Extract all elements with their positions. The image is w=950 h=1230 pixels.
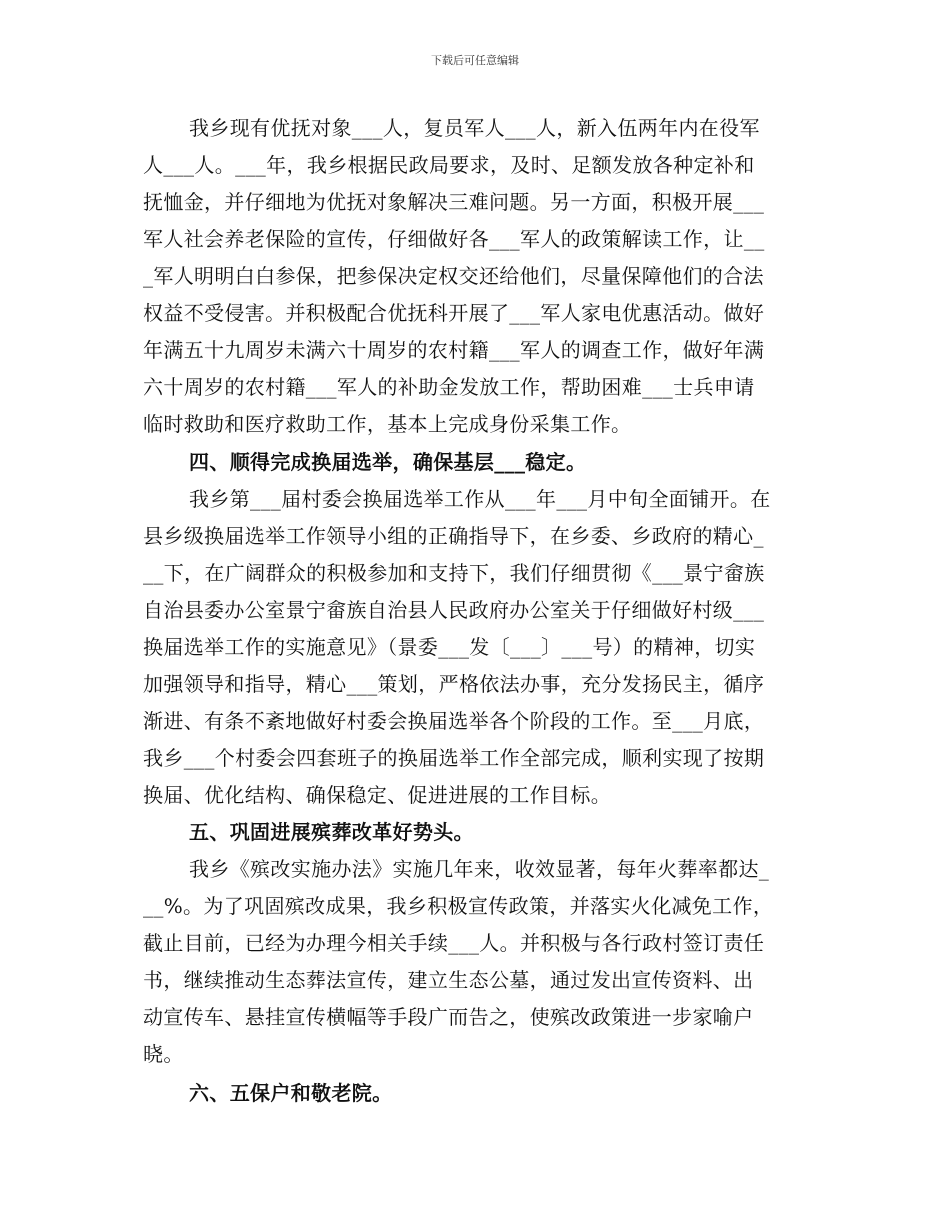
paragraph-line: 我乡现有优抚对象___人，复员军人___人，新入伍两年内在役军 [189,116,760,140]
section-heading: 四、顺得完成换届选举，确保基层___稳定。 [189,450,587,474]
paragraph-line: 权益不受侵害。并积极配合优抚科开展了___军人家电优惠活动。做好 [143,301,765,325]
section-heading: 六、五保户和敬老院。 [189,1081,393,1105]
paragraph-line: 抚恤金，并仔细地为优抚对象解决三难问题。另一方面，积极开展___ [143,190,765,214]
paragraph-line: 我乡《殡改实施办法》实施几年来，收效显著，每年火葬率都达_ [189,857,770,881]
paragraph-line: 军人社会养老保险的宣传，仔细做好各___军人的政策解读工作，让__ [143,227,765,251]
paragraph-line: 人___人。___年，我乡根据民政局要求，及时、足额发放各种定补和 [143,153,755,177]
paragraph-line: 晓。 [143,1042,184,1066]
section-heading: 五、巩固进展殡葬改革好势头。 [189,820,474,844]
paragraph-line: 动宣传车、悬挂宣传横幅等手段广而告之，使殡改政策进一步家喻户 [143,1005,754,1029]
paragraph-line: 截止目前，已经为办理今相关手续___人。并积极与各行政村签订责任 [143,931,765,955]
paragraph-line: 加强领导和指导，精心___策划，严格依法办事，充分发扬民主，循序 [143,672,765,696]
paragraph-line: 换届、优化结构、确保稳定、促进进展的工作目标。 [143,783,612,807]
paragraph-line: 年满五十九周岁未满六十周岁的农村籍___军人的调查工作，做好年满 [143,338,765,362]
paragraph-line: 换届选举工作的实施意见》（景委___发〔___〕___号）的精神，切实 [143,635,756,659]
paragraph-line: _军人明明白白参保，把参保决定权交还给他们，尽量保障他们的合法 [143,264,764,288]
paragraph-line: __%。为了巩固殡改成果，我乡积极宣传政策，并落实火化减免工作， [143,894,774,918]
paragraph-line: 我乡___个村委会四套班子的换届选举工作全部完成，顺利实现了按期 [143,746,765,770]
paragraph-line: 临时救助和医疗救助工作，基本上完成身份采集工作。 [143,412,632,436]
paragraph-line: 渐进、有条不紊地做好村委会换届选举各个阶段的工作。至___月底， [143,709,765,733]
paragraph-line: 六十周岁的农村籍___军人的补助金发放工作，帮助困难___士兵申请 [143,375,755,399]
paragraph-line: 我乡第___届村委会换届选举工作从___年___月中旬全面铺开。在 [189,487,771,511]
paragraph-line: 书，继续推动生态葬法宣传，建立生态公墓，通过发出宣传资料、出 [143,968,754,992]
page-header: 下载后可任意编辑 [431,54,519,67]
paragraph-line: __下，在广阔群众的积极参加和支持下，我们仔细贯彻《___景宁畲族 [143,561,765,585]
paragraph-line: 自治县委办公室景宁畲族自治县人民政府办公室关于仔细做好村级___ [143,598,765,622]
paragraph-line: 县乡级换届选举工作领导小组的正确指导下，在乡委、乡政府的精心_ [143,524,764,548]
